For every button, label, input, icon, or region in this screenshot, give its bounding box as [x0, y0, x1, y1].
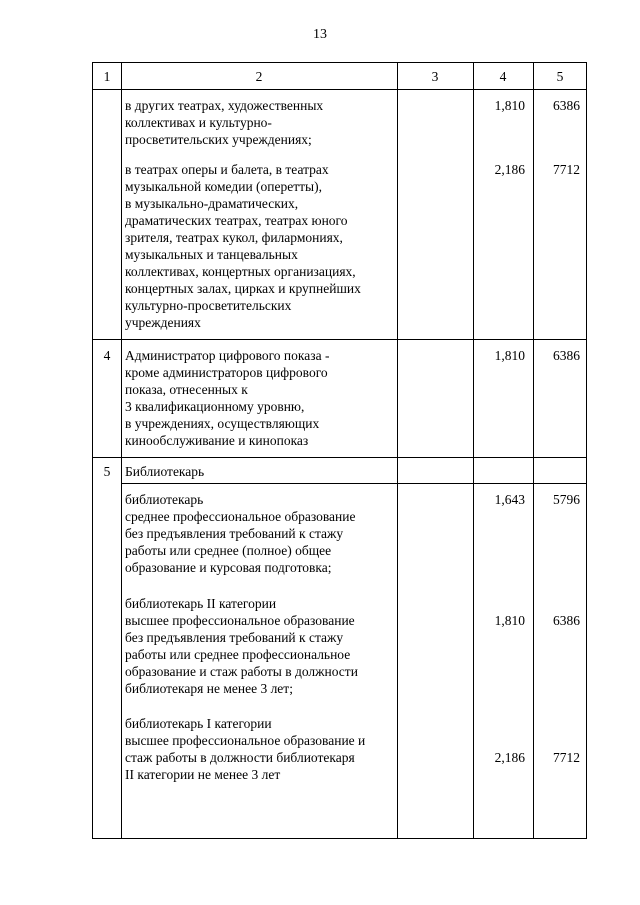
cell-salary: 6386 [553, 98, 580, 113]
cell-text: в других театрах, художественных коллективах и культурно- просветительских учреждениях; [125, 98, 324, 147]
cell-salary: 6386 [553, 613, 580, 628]
cell-text: библиотекарь среднее профессиональное образование без предъявления требований к стажу работы или среднее (полное) общее образование и курсовая подготовка; [125, 492, 356, 575]
col-divider [533, 63, 534, 838]
cell-text: Библиотекарь [125, 464, 205, 479]
cell-coefficient: 2,186 [494, 750, 525, 765]
cell-number: 4 [103, 348, 111, 363]
col-divider [397, 63, 398, 838]
cell-text: в театрах оперы и балета, в театрах музыкальной комедии (оперетты), в музыкально-драматических, драматических театрах, театрах юного зрителя, театрах кукол, филармониях, музыкальных и танцевальных коллективах, концертных организациях, концертных залах, цирках и крупнейших культурно-просветительских учреждениях [125, 162, 361, 330]
cell-coefficient: 1,810 [494, 613, 525, 628]
cell-coefficient: 1,643 [494, 492, 525, 507]
header-cell: 1 [103, 69, 111, 84]
col-divider [121, 63, 122, 838]
header-cell: 3 [431, 69, 439, 84]
header-divider [93, 89, 586, 90]
cell-salary: 6386 [553, 348, 580, 363]
header-cell: 2 [255, 69, 263, 84]
cell-text: Администратор цифрового показа - кроме администраторов цифрового показа, отнесенных к 3 квалификационному уровню, в учреждениях, осуществляющих кинообслуживание и кинопоказ [125, 348, 330, 448]
cell-coefficient: 1,810 [494, 98, 525, 113]
col-divider [473, 63, 474, 838]
cell-text: библиотекарь II категории высшее профессиональное образование без предъявления требований к стажу работы или среднее профессиональное образование и стаж работы в должности библиотекаря не менее 3 лет; [125, 596, 358, 696]
subrow-divider [121, 483, 586, 484]
cell-coefficient: 2,186 [494, 162, 525, 177]
cell-text: библиотекарь I категории высшее профессиональное образование и стаж работы в должности библиотекаря II категории не менее 3 лет [125, 716, 366, 782]
header-cell: 5 [556, 69, 564, 84]
cell-salary: 7712 [553, 750, 580, 765]
cell-salary: 7712 [553, 162, 580, 177]
data-table [92, 62, 587, 839]
row-divider [93, 339, 586, 340]
cell-salary: 5796 [553, 492, 580, 507]
page-number: 13 [313, 27, 327, 42]
cell-coefficient: 1,810 [494, 348, 525, 363]
row-divider [93, 457, 586, 458]
header-cell: 4 [499, 69, 507, 84]
cell-number: 5 [103, 464, 111, 479]
